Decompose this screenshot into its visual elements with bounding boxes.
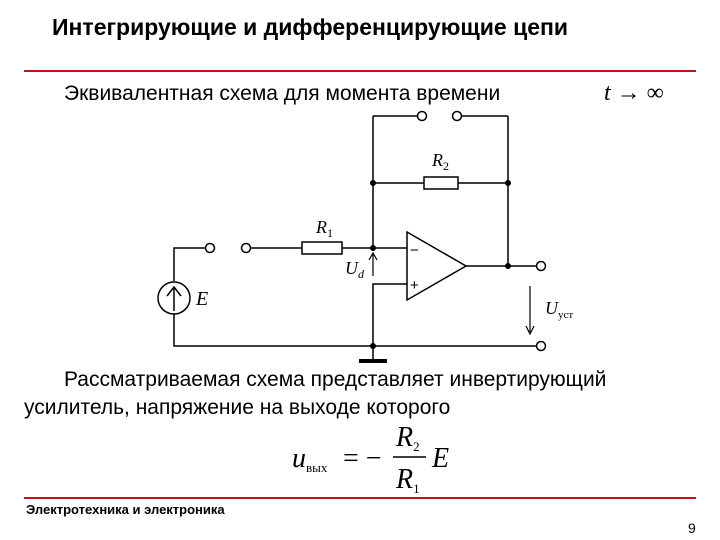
ud-arrow-icon (369, 253, 377, 276)
page-number: 9 (688, 520, 696, 536)
opamp-minus-label: − (410, 242, 419, 259)
junction-inverting (370, 245, 376, 251)
wire-source-top (174, 248, 210, 281)
junction-r2-left (370, 180, 376, 186)
subtitle: Эквивалентная схема для момента времени (64, 82, 501, 105)
paragraph-line-2: усилитель, напряжение на выходе которого (24, 396, 451, 419)
uout-arrow-icon (526, 286, 534, 334)
wire-noninverting (373, 284, 407, 346)
uout-label: $U_{уст}$ (545, 298, 574, 321)
terminals (206, 112, 546, 351)
formula-numerator: R2 (396, 422, 420, 454)
circuit-wires (174, 116, 537, 360)
output-voltage-formula (292, 422, 449, 496)
footer-divider (24, 497, 696, 499)
limit-arrow: → ∞ (610, 80, 664, 106)
junction-r2-right (505, 180, 511, 186)
time-variable: t (604, 80, 611, 106)
r1-label: $R_1$ (316, 217, 333, 240)
wire-source-bottom (174, 314, 373, 346)
slide-title: Интегрирующие и дифференцирующие цепи (52, 14, 569, 40)
terminal-out-bottom (537, 342, 546, 351)
paragraph-line-1: Рассматриваемая схема представляет инвертирующий (64, 368, 607, 391)
terminal-switch-left (418, 112, 427, 121)
ud-label: $U_d$ (345, 258, 364, 281)
source-label: E (196, 288, 209, 310)
terminal-in-2 (242, 244, 251, 253)
r2-label: $R_2$ (432, 150, 449, 173)
junction-ground (370, 343, 376, 349)
formula-denominator: R1 (396, 464, 420, 496)
footer-course-name: Электротехника и электроника (26, 502, 225, 517)
formula-equals-minus: = − (343, 443, 382, 474)
opamp-plus-label: + (410, 277, 419, 294)
resistor-r2 (424, 177, 458, 189)
terminal-in-1 (206, 244, 215, 253)
resistor-r1 (302, 242, 342, 254)
formula-lhs: uвых (292, 443, 328, 475)
formula-rhs: E (432, 443, 450, 474)
terminal-switch-right (453, 112, 462, 121)
junction-output (505, 263, 511, 269)
terminal-out-top (537, 262, 546, 271)
